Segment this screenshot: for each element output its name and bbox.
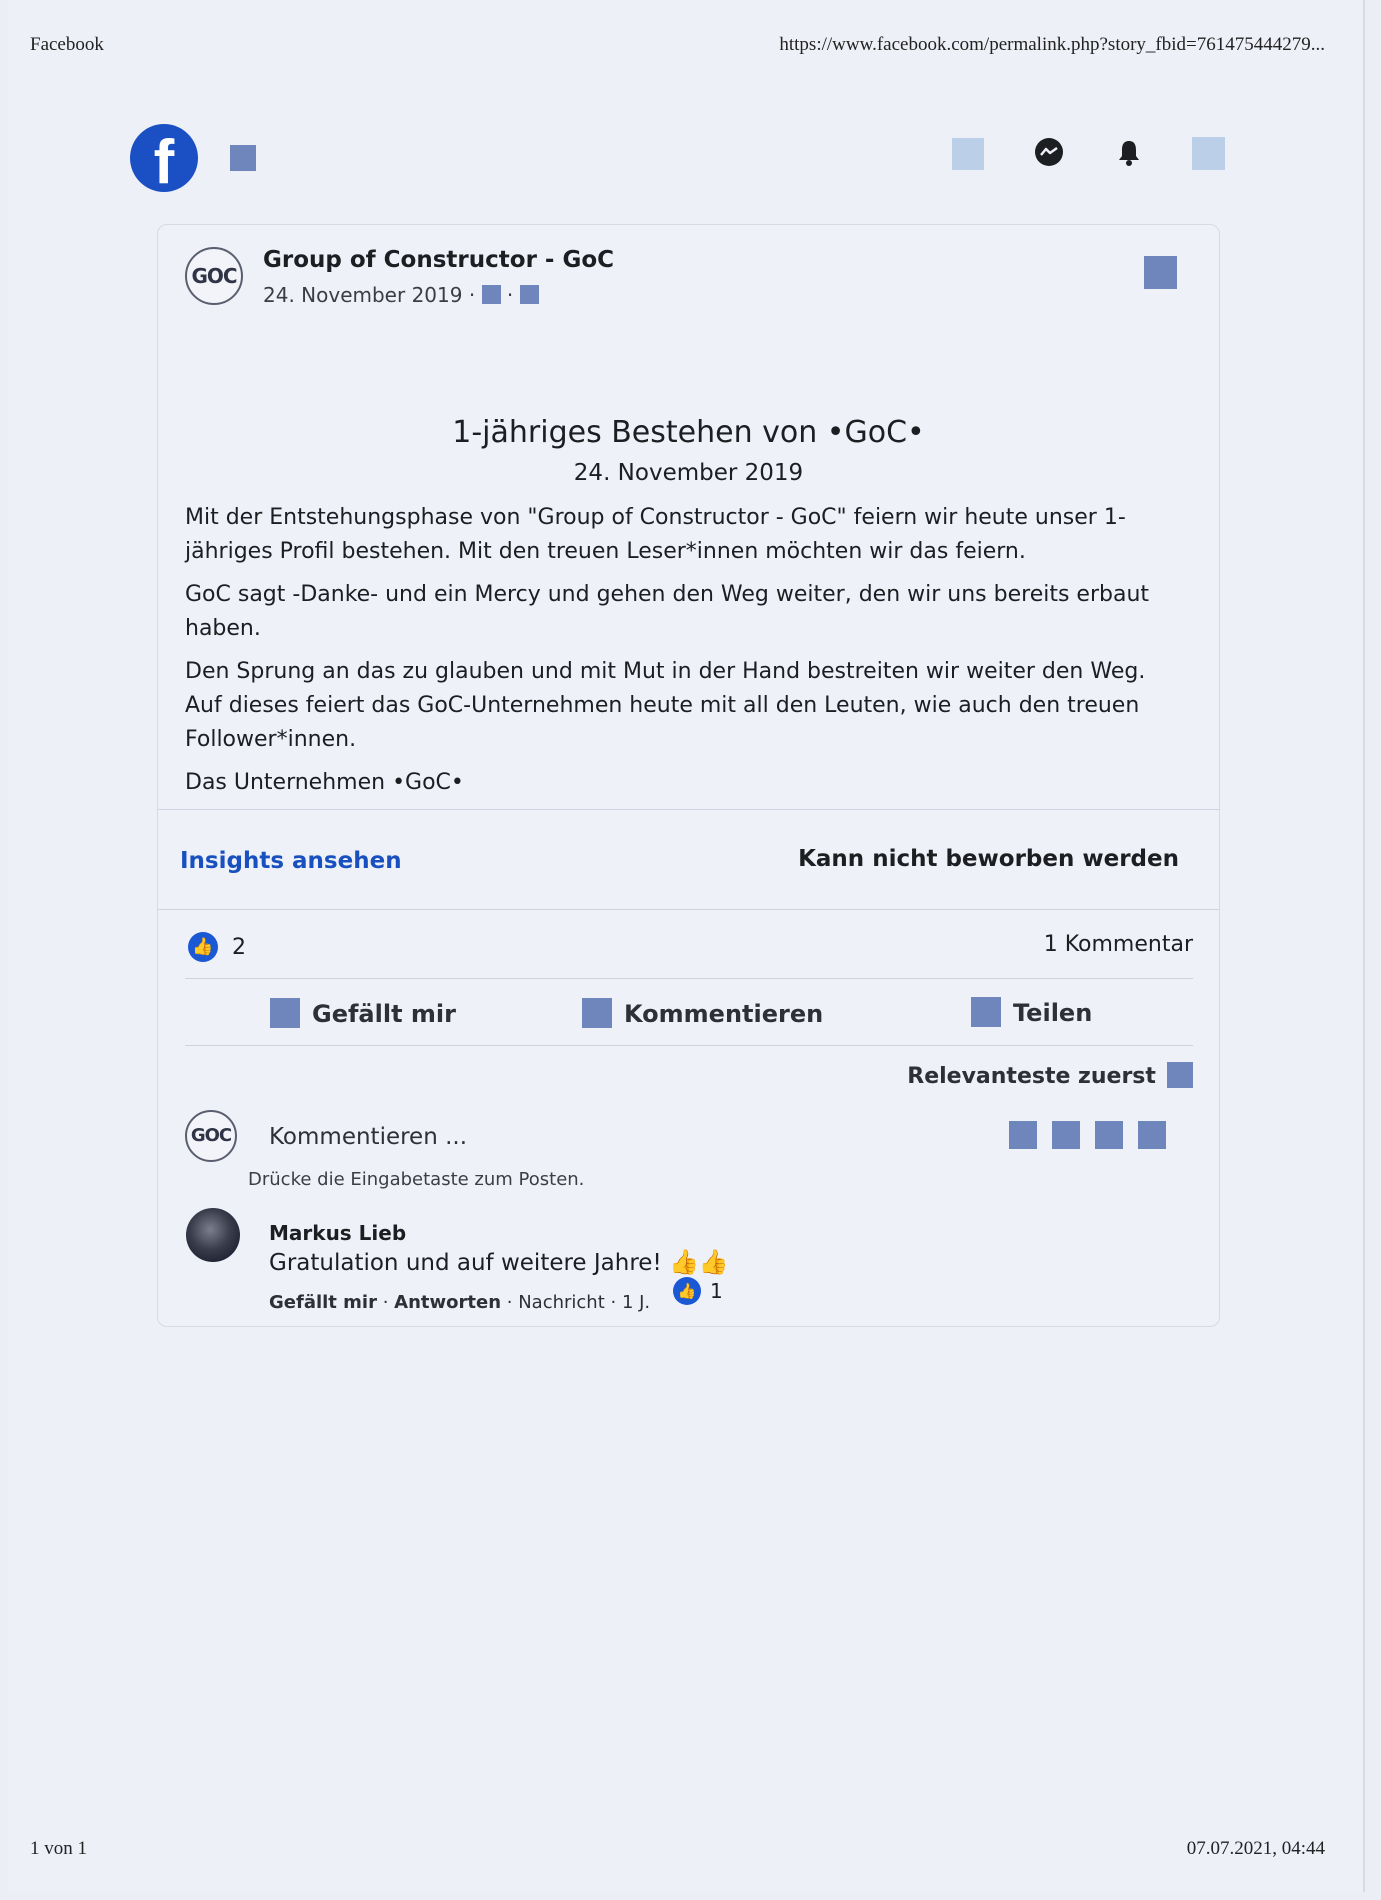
bell-icon[interactable] (1114, 137, 1144, 167)
comment-like-button[interactable]: Gefällt mir (269, 1292, 377, 1313)
account-menu-icon[interactable] (1192, 137, 1225, 170)
camera-icon[interactable] (1052, 1121, 1080, 1149)
post-paragraph: Mit der Entstehungsphase von "Group of Constructor - GoC" feiern wir heute unser 1-jähriges Profil bestehen. Mit den treuen Leser*innen möchten wir das feiern. (185, 505, 1126, 564)
print-footer-datetime: 07.07.2021, 04:44 (1186, 1838, 1325, 1859)
chevron-down-icon (1167, 1062, 1193, 1088)
menu-placeholder-icon[interactable] (230, 145, 256, 171)
comment-actions: Gefällt mir · Antworten · Nachricht · 1 J. (269, 1292, 651, 1313)
comment-meta: · Nachricht · 1 J. (506, 1292, 651, 1313)
comment-reply-button[interactable]: Antworten (394, 1292, 502, 1313)
page-avatar[interactable]: GOC (185, 247, 243, 305)
divider (185, 1045, 1193, 1046)
share-button[interactable]: Teilen (971, 997, 1092, 1027)
like-button[interactable]: Gefällt mir (270, 998, 456, 1028)
comment-author[interactable]: Markus Lieb (269, 1221, 407, 1245)
post-paragraph: Das Unternehmen •GoC• (185, 770, 464, 795)
privacy-icon (482, 285, 501, 304)
like-icon (270, 998, 300, 1028)
post-title: 1-jähriges Bestehen von •GoC• (452, 415, 925, 450)
comment-button[interactable]: Kommentieren (582, 998, 823, 1028)
post-meta: 24. November 2019 · · (263, 283, 539, 307)
post-paragraph: GoC sagt -Danke- und ein Mercy und gehen den Weg weiter, den wir uns bereits erbaut haben. (185, 582, 1150, 641)
divider (158, 909, 1219, 910)
thumbs-up-emoji: 👍👍 (669, 1248, 729, 1276)
composer-tools (1009, 1121, 1166, 1153)
comment-count[interactable]: 1 Kommentar (1043, 932, 1193, 957)
composer-hint: Drücke die Eingabetaste zum Posten. (248, 1169, 585, 1190)
grid-menu-icon[interactable] (952, 138, 984, 170)
print-footer-page: 1 von 1 (30, 1838, 87, 1859)
composer-avatar: GOC (185, 1110, 237, 1162)
messenger-icon[interactable] (1034, 137, 1064, 167)
post-author[interactable]: Group of Constructor - GoC (263, 247, 615, 273)
post-paragraph: Den Sprung an das zu glauben und mit Mut in der Hand bestreiten wir weiter den Weg. Auf dieses feiert das GoC-Unternehmen heute mit all den Leuten, wie auch den treuen Follower*innen. (185, 659, 1146, 752)
facebook-logo[interactable]: f (130, 124, 198, 192)
print-header-url[interactable]: https://www.facebook.com/permalink.php?story_fbid=761475444279... (779, 34, 1325, 55)
post-options-icon[interactable] (1144, 256, 1177, 289)
promote-status: Kann nicht beworben werden (798, 846, 1179, 872)
sticker-icon[interactable] (1138, 1121, 1166, 1149)
comment-like-count[interactable]: 1 (710, 1279, 723, 1303)
post-subtitle-date: 24. November 2019 (573, 460, 804, 486)
post-date[interactable]: 24. November 2019 · (263, 283, 476, 307)
post-card (157, 224, 1220, 1327)
commenter-avatar[interactable] (186, 1208, 240, 1262)
print-header-site: Facebook (30, 34, 104, 55)
comment-text: Gratulation und auf weitere Jahre! (269, 1250, 662, 1276)
comment-like-icon[interactable]: 👍 (673, 1277, 701, 1305)
emoji-icon[interactable] (1009, 1121, 1037, 1149)
comment-text-row (269, 1248, 729, 1276)
gif-icon[interactable] (1095, 1121, 1123, 1149)
comment-input[interactable]: Kommentieren ... (269, 1124, 468, 1150)
printed-page (8, 0, 1365, 1892)
audience-icon (520, 285, 539, 304)
insights-link[interactable]: Insights ansehen (180, 848, 402, 874)
divider (158, 809, 1219, 810)
like-reaction-icon[interactable]: 👍 (188, 932, 218, 962)
share-icon (971, 997, 1001, 1027)
divider (185, 978, 1193, 979)
comment-icon (582, 998, 612, 1028)
comment-sort-dropdown[interactable]: Relevanteste zuerst (907, 1062, 1193, 1089)
reaction-count[interactable]: 2 (232, 935, 246, 960)
